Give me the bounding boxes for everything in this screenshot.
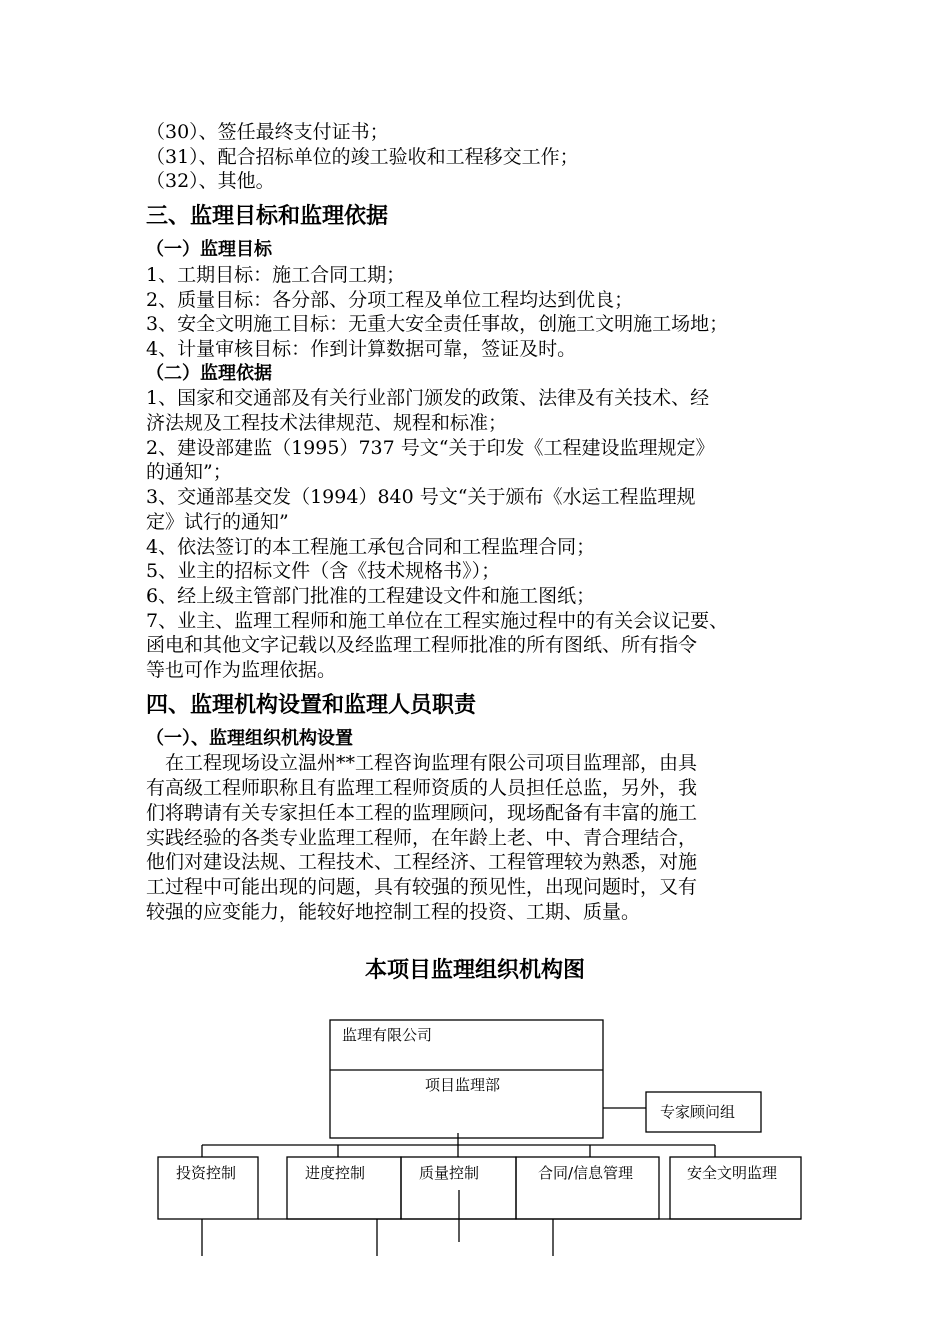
paragraph-line: 他们对建设法规、工程技术、工程经济、工程管理较为熟悉，对施: [146, 851, 698, 874]
subsection-heading: （二）监理依据: [146, 362, 272, 384]
paragraph-line: 实践经验的各类专业监理工程师，在年龄上老、中、青合理结合，: [146, 826, 698, 849]
text-line: 的通知”；: [146, 461, 232, 484]
paragraph-line: 有高级工程师职称且有监理工程师资质的人员担任总监，另外，我: [146, 777, 698, 800]
unit-label: 进度控制: [305, 1164, 366, 1182]
paragraph-line: 工过程中可能出现的问题，具有较强的预见性，出现问题时，又有: [146, 875, 698, 898]
section-heading: 四、监理机构设置和监理人员职责: [146, 692, 477, 718]
list-item: 4、计量审核目标：作到计算数据可靠，签证及时。: [146, 337, 577, 360]
text-line: 等也可作为监理依据。: [146, 659, 337, 682]
org-chart-title: 本项目监理组织机构图: [364, 958, 585, 983]
text-line: 1、国家和交通部及有关行业部门颁发的政策、法律及有关技术、经: [146, 387, 710, 410]
unit-label: 质量控制: [419, 1164, 480, 1182]
text-line: 5、业主的招标文件（含《技术规格书》）；: [146, 560, 501, 583]
list-item: 1、工期目标：施工合同工期；: [146, 263, 406, 286]
unit-label: 安全文明监理: [687, 1164, 778, 1182]
unit-label: 投资控制: [176, 1164, 237, 1182]
text-line: 济法规及工程技术法律规范、规程和标准；: [146, 412, 508, 435]
paragraph-line: 们将聘请有关专家担任本工程的监理顾问，现场配备有丰富的施工: [146, 801, 698, 824]
subsection-heading: （一）监理目标: [146, 239, 272, 261]
subsection-heading: （一）、监理组织机构设置: [146, 727, 353, 749]
list-item: （31）、配合招标单位的竣工验收和工程移交工作；: [146, 145, 579, 168]
text-line: 7、业主、监理工程师和施工单位在工程实施过程中的有关会议记要、: [146, 609, 729, 632]
paragraph-line: 在工程现场设立温州**工程咨询监理有限公司项目监理部，由具: [146, 752, 698, 775]
text-line: 6、经上级主管部门批准的工程建设文件和施工图纸；: [146, 584, 596, 607]
paragraph-line: 较强的应变能力，能较好地控制工程的投资、工期、质量。: [146, 900, 641, 923]
text-line: 函电和其他文字记载以及经监理工程师批准的所有图纸、所有指令: [146, 634, 698, 657]
text-line: 2、建设部建监（1995）737 号文“关于印发《工程建设监理规定》: [146, 436, 715, 459]
list-item: （30）、签任最终支付证书；: [146, 121, 389, 143]
department-label: 项目监理部: [425, 1076, 501, 1094]
list-item: 2、质量目标：各分部、分项工程及单位工程均达到优良；: [146, 288, 634, 311]
text-line: 4、依法签订的本工程施工承包合同和工程监理合同；: [146, 535, 596, 558]
section-heading: 三、监理目标和监理依据: [146, 204, 389, 230]
list-item: （32）、其他。: [146, 170, 275, 193]
text-line: 3、交通部基交发（1994）840 号文“关于颁布《水运工程监理规: [146, 486, 696, 509]
company-label: 监理有限公司: [342, 1026, 433, 1044]
list-item: 3、安全文明施工目标：无重大安全责任事故，创施工文明施工场地；: [146, 313, 729, 336]
unit-label: 合同/信息管理: [538, 1164, 634, 1182]
advisor-label: 专家顾问组: [660, 1103, 736, 1121]
text-line: 定》试行的通知”: [146, 510, 289, 533]
